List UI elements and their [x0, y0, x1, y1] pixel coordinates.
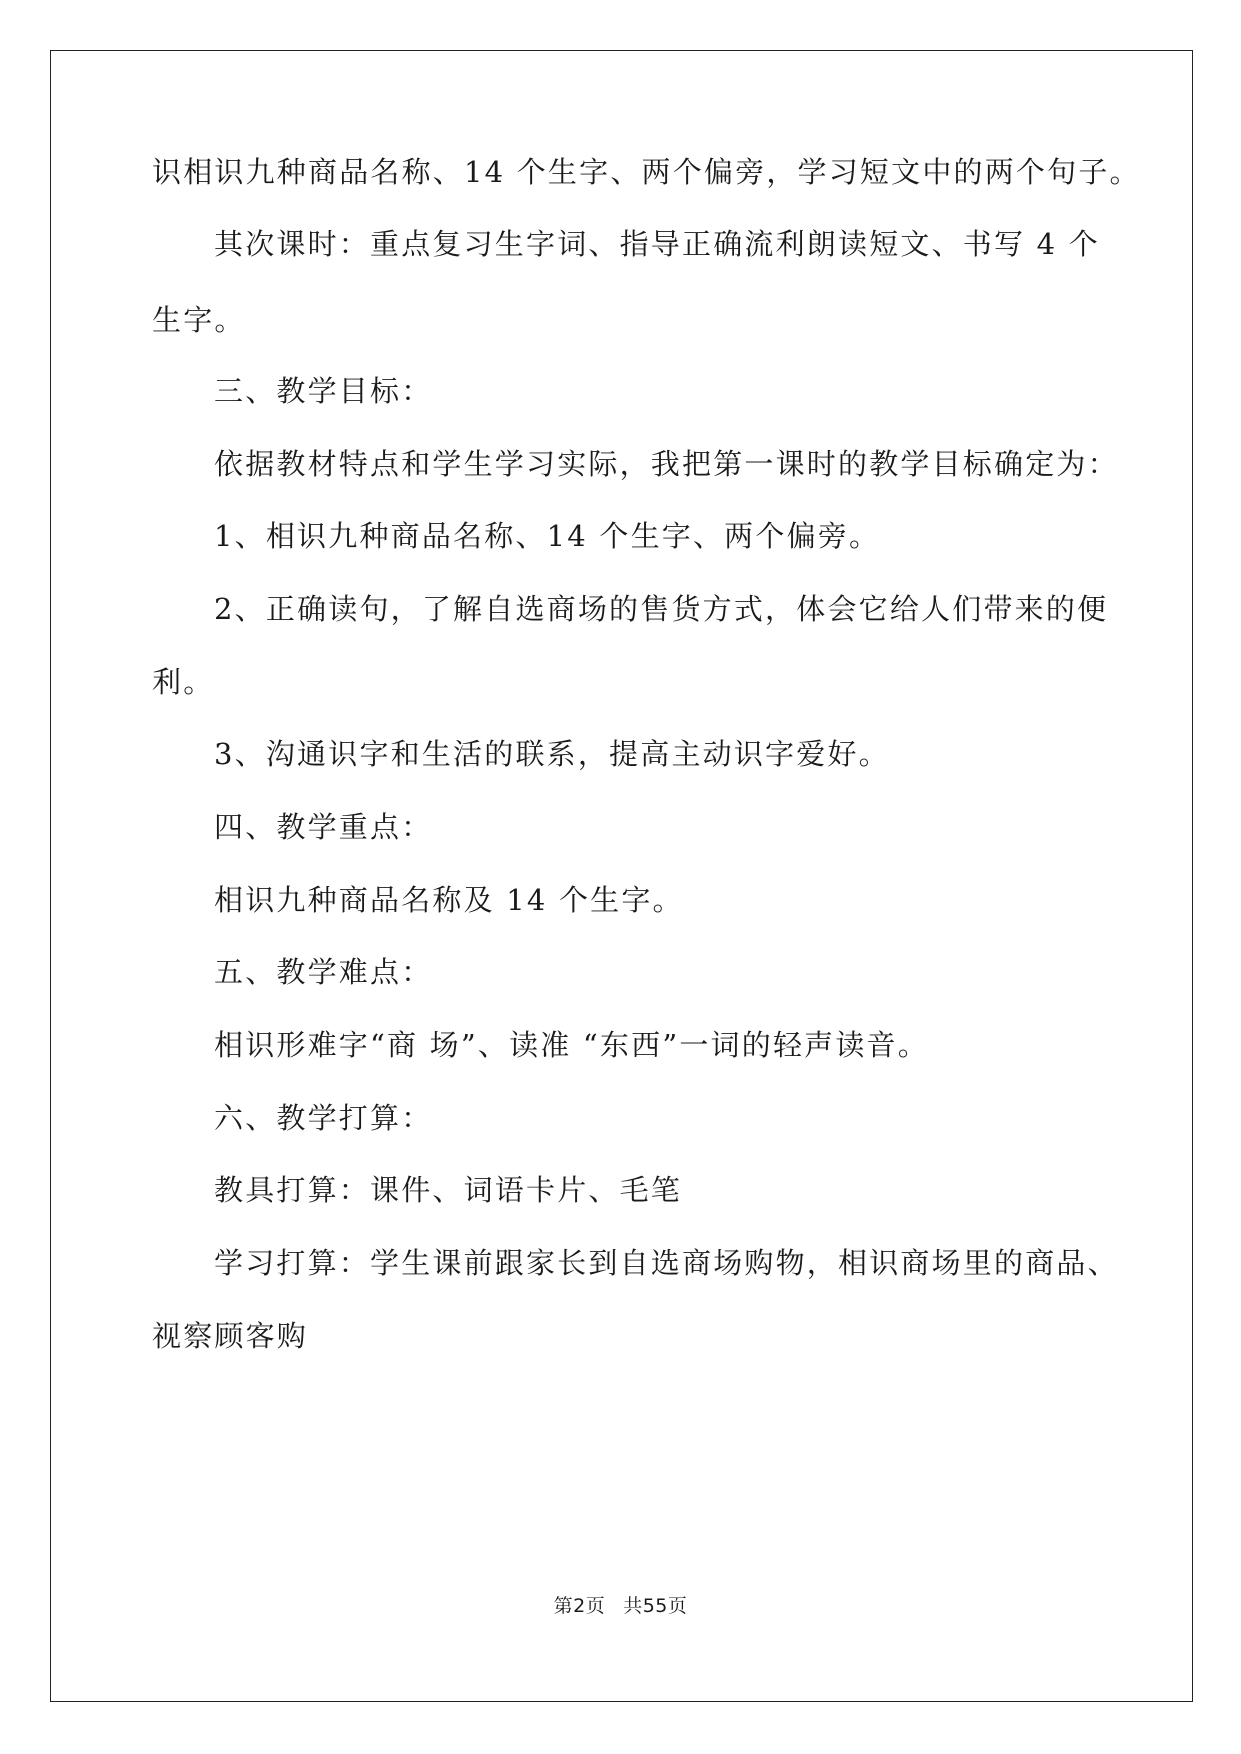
key-points-text: 相识九种商品名称及 14 个生字。	[214, 883, 684, 917]
page-footer	[0, 1594, 1241, 1618]
teaching-aids-text: 教具打算：课件、词语卡片、毛笔	[214, 1173, 683, 1207]
objective-item-2-line-1: 2、正确读句，了解自选商场的售货方式，体会它给人们带来的便	[214, 592, 1109, 626]
study-preparation-line-1: 学习打算：学生课前跟家长到自选商场购物，相识商场里的商品、	[214, 1246, 1119, 1280]
study-preparation-line-2: 视察顾客购	[152, 1319, 309, 1353]
page-suffix: 页	[585, 1595, 606, 1617]
objective-item-2-line-2: 利。	[152, 665, 215, 699]
paragraph-2-line-2: 生字。	[152, 303, 246, 337]
paragraph-objectives-intro: 依据教材特点和学生学习实际，我把第一课时的教学目标确定为：	[214, 447, 1119, 481]
total-prefix: 共	[623, 1595, 643, 1617]
page-number: 2	[573, 1595, 586, 1617]
section-heading-difficulties: 五、教学难点：	[214, 955, 433, 989]
page-border	[50, 50, 1193, 1702]
objective-item-1: 1、相识九种商品名称、14 个生字、两个偏旁。	[214, 519, 881, 553]
section-heading-key-points: 四、教学重点：	[214, 810, 433, 844]
paragraph-1-line-1: 识相识九种商品名称、14 个生字、两个偏旁，学习短文中的两个句子。	[152, 155, 1141, 189]
section-heading-objectives: 三、教学目标：	[214, 374, 433, 408]
total-pages: 55	[642, 1595, 668, 1617]
page-prefix: 第	[553, 1595, 574, 1617]
section-heading-preparation: 六、教学打算：	[214, 1101, 433, 1135]
objective-item-3: 3、沟通识字和生活的联系，提高主动识字爱好。	[214, 737, 890, 771]
total-suffix: 页	[667, 1595, 688, 1617]
paragraph-2-line-1: 其次课时：重点复习生字词、指导正确流利朗读短文、书写 4 个	[214, 227, 1100, 261]
difficulties-text: 相识形难字“商 场”、读准 “东西”一词的轻声读音。	[214, 1028, 929, 1062]
